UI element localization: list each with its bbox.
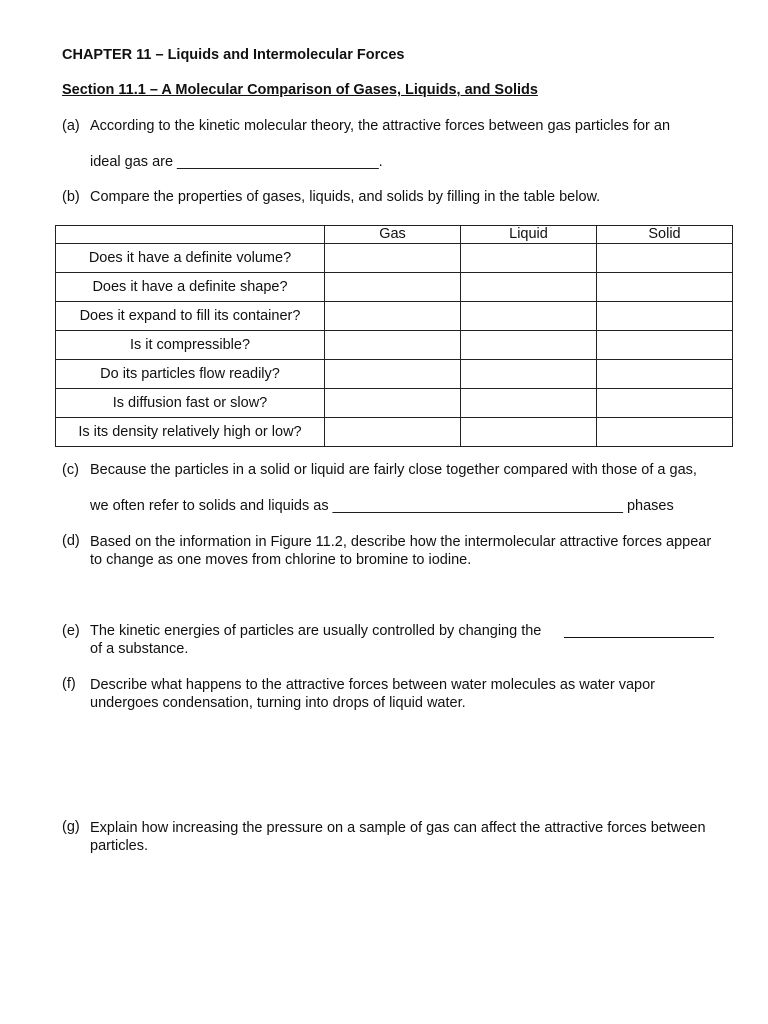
liquid-answer-cell[interactable] [461, 244, 597, 273]
solid-answer-cell[interactable] [597, 302, 733, 331]
row-question: Is diffusion fast or slow? [56, 389, 325, 418]
question-a-line2: ideal gas are _________________________. [90, 154, 383, 170]
gas-answer-cell[interactable] [325, 418, 461, 447]
liquid-answer-cell[interactable] [461, 273, 597, 302]
table-row [56, 360, 733, 389]
liquid-answer-cell[interactable] [461, 418, 597, 447]
row-question: Is its density relatively high or low? [56, 418, 325, 447]
section-title: Section 11.1 – A Molecular Comparison of Gases, Liquids, and Solids [62, 82, 538, 98]
chapter-title: CHAPTER 11 – Liquids and Intermolecular Forces [62, 47, 405, 63]
table-row [56, 244, 733, 273]
question-c-line2: we often refer to solids and liquids as ____________________________________ phases [90, 498, 674, 514]
question-e-label: (e) [62, 623, 80, 639]
row-question: Is it compressible? [56, 331, 325, 360]
question-f-text: Describe what happens to the attractive forces between water molecules as water vapor undergoes condensation, turning into drops of liquid water. [90, 677, 655, 711]
question-b-text: Compare the properties of gases, liquids, and solids by filling in the table below. [90, 189, 601, 205]
question-a-line1: According to the kinetic molecular theory, the attractive forces between gas particles for an [90, 118, 671, 134]
table-row [56, 302, 733, 331]
table-header-liquid: Liquid [461, 226, 597, 244]
table-row [56, 331, 733, 360]
question-e-blank[interactable] [564, 637, 714, 638]
gas-answer-cell[interactable] [325, 244, 461, 273]
solid-answer-cell[interactable] [597, 273, 733, 302]
row-question: Does it have a definite shape? [56, 273, 325, 302]
table-header-solid: Solid [597, 226, 733, 244]
solid-answer-cell[interactable] [597, 418, 733, 447]
gas-answer-cell[interactable] [325, 331, 461, 360]
properties-table [55, 225, 733, 447]
question-a-label: (a) [62, 118, 80, 134]
solid-answer-cell[interactable] [597, 389, 733, 418]
question-d-label: (d) [62, 533, 80, 549]
gas-answer-cell[interactable] [325, 389, 461, 418]
solid-answer-cell[interactable] [597, 331, 733, 360]
liquid-answer-cell[interactable] [461, 389, 597, 418]
table-row [56, 273, 733, 302]
solid-answer-cell[interactable] [597, 360, 733, 389]
row-question: Does it expand to fill its container? [56, 302, 325, 331]
table-row [56, 418, 733, 447]
question-d-text: Based on the information in Figure 11.2, describe how the intermolecular attractive forces appear to change as one moves from chlorine to bromine to iodine. [90, 534, 712, 568]
question-f-label: (f) [62, 676, 76, 692]
solid-answer-cell[interactable] [597, 244, 733, 273]
question-b-label: (b) [62, 189, 80, 205]
table-header-blank [56, 226, 325, 244]
question-e-line2: of a substance. [90, 641, 189, 657]
gas-answer-cell[interactable] [325, 302, 461, 331]
liquid-answer-cell[interactable] [461, 331, 597, 360]
table-row [56, 389, 733, 418]
liquid-answer-cell[interactable] [461, 360, 597, 389]
row-question: Does it have a definite volume? [56, 244, 325, 273]
question-c-line1: Because the particles in a solid or liquid are fairly close together compared with those of a gas, [90, 462, 697, 478]
question-c-label: (c) [62, 462, 79, 478]
liquid-answer-cell[interactable] [461, 302, 597, 331]
gas-answer-cell[interactable] [325, 273, 461, 302]
question-g-text: Explain how increasing the pressure on a sample of gas can affect the attractive forces between particles. [90, 820, 706, 854]
gas-answer-cell[interactable] [325, 360, 461, 389]
table-header-row [56, 226, 733, 244]
row-question: Do its particles flow readily? [56, 360, 325, 389]
question-e-line1: The kinetic energies of particles are usually controlled by changing the [90, 623, 542, 639]
question-g-label: (g) [62, 819, 80, 835]
table-header-gas: Gas [325, 226, 461, 244]
